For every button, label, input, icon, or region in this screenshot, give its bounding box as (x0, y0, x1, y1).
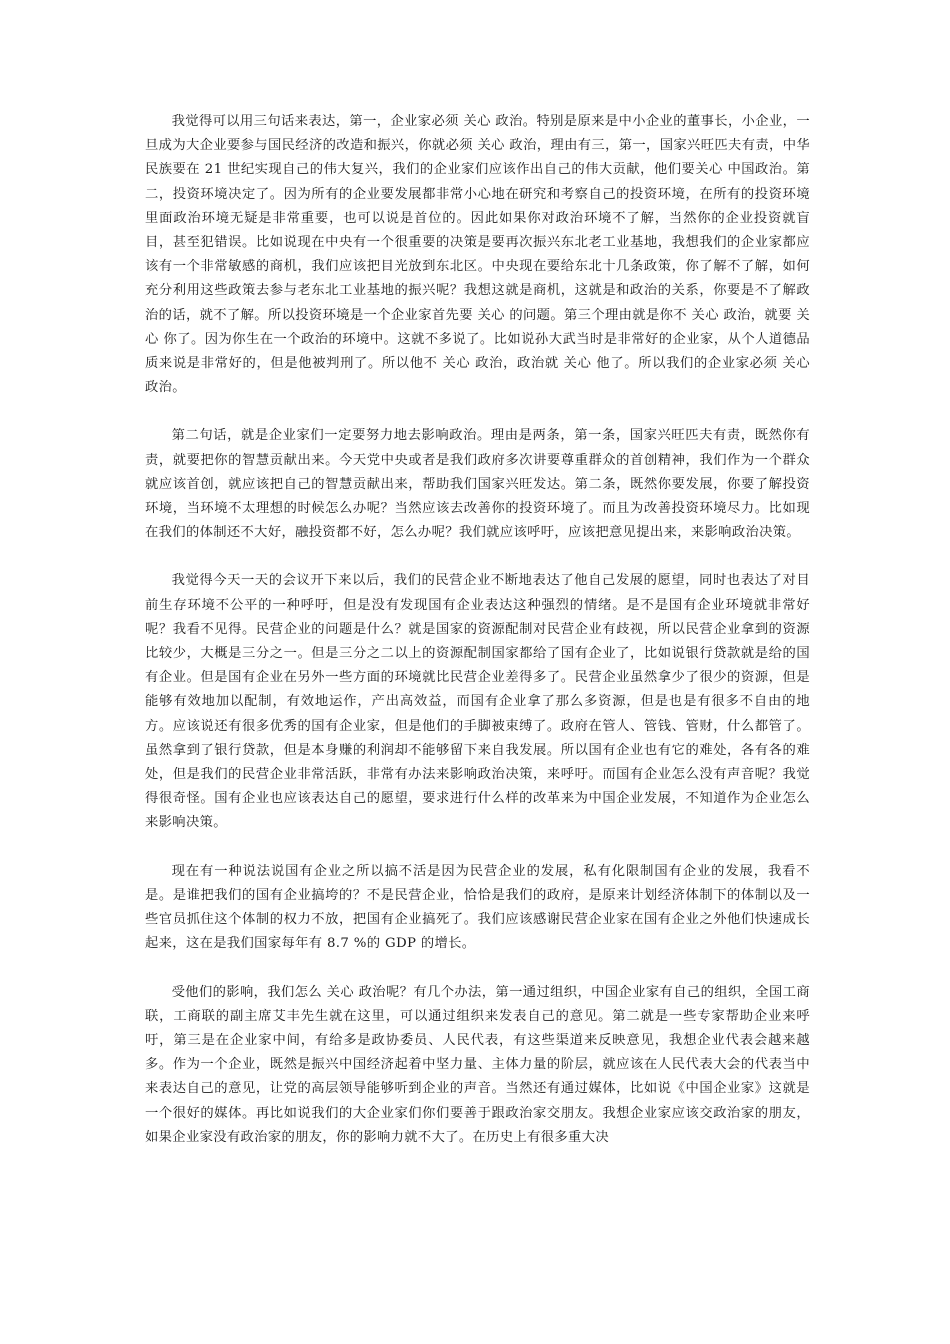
paragraph-4: 现在有一种说法说国有企业之所以搞不活是因为民营企业的发展，私有化限制国有企业的发展，我看不是。是谁把我们的国有企业搞垮的？不是民营企业，恰恰是我们的政府，是原来计划经济体制下的体制以及一些官员抓住这个体制的权力不放，把国有企业搞死了。我们应该感谢民营企业家在国有企业之外他们快速成长起来，这在是我们国家每年有 8.7 %的 GDP 的增长。 (145, 863, 810, 952)
paragraph-1: 我觉得可以用三句话来表达，第一，企业家必须 关心 政治。特别是原来是中小企业的董事长，小企业，一旦成为大企业要参与国民经济的改造和振兴，你就必须 关心 政治，理由有三，第一，国家兴旺匹夫有责，中华民族要在 21 世纪实现自己的伟大复兴，我们的企业家们应该作出自己的伟大贡献，他们要关心 中国政治。第二，投资环境决定了。因为所有的企业要发展都非常小心地在研究和考察自己的投资环境，在所有的投资环境里面政治环境无疑是非常重要，也可以说是首位的。因此如果你对政治环境不了解，当然你的企业投资就盲目，甚至犯错误。比如说现在中央有一个很重要的决策是要再次振兴东北老工业基地，我想我们的企业家都应该有一个非常敏感的商机，我们应该把目光放到东北区。中央现在要给东北十几条政策，你了解不了解，如何充分利用这些政策去参与老东北工业基地的振兴呢？我想这就是商机，这就是和政治的关系，你要是不了解政治的话，就不了解。所以投资环境是一个企业家首先要 关心 的问题。第三个理由就是你不 关心 政治，就要 关心 你了。因为你生在一个政治的环境中。这就不多说了。比如说孙大武当时是非常好的企业家，从个人道德品质来说是非常好的，但是他被判刑了。所以他不 关心 政治，政治就 关心 他了。所以我们的企业家必须 关心 政治。 (145, 114, 810, 396)
paragraph-3: 我觉得今天一天的会议开下来以后，我们的民营企业不断地表达了他自己发展的愿望，同时也表达了对目前生存环境不公平的一种呼吁，但是没有发现国有企业表达这种强烈的情绪。是不是国有企业环境就非常好呢？我看不见得。民营企业的问题是什么？就是国家的资源配制对民营企业有歧视，所以民营企业拿到的资源比较少，大概是三分之一。但是三分之二以上的资源配制国家都给了国有企业了，比如说银行贷款就是给的国有企业。但是国有企业在另外一些方面的环境就比民营企业差得多了。民营企业虽然拿少了很少的资源，但是能够有效地加以配制，有效地运作，产出高效益，而国有企业拿了那么多资源，但是也是有很多不自由的地方。应该说还有很多优秀的国有企业家，但是他们的手脚被束缚了。政府在管人、管钱、管财，什么都管了。虽然拿到了银行贷款，但是本身赚的利润却不能够留下来自我发展。所以国有企业也有它的难处，各有各的难处，但是我们的民营企业非常活跃，非常有办法来影响政治决策，来呼吁。而国有企业怎么没有声音呢？我觉得很奇怪。国有企业也应该表达自己的愿望，要求进行什么样的改革来为中国企业发展，不知道作为企业怎么来影响决策。 (145, 573, 810, 831)
paragraph-2: 第二句话，就是企业家们一定要努力地去影响政治。理由是两条，第一条，国家兴旺匹夫有责，既然你有责，就要把你的智慧贡献出来。今天党中央或者是我们政府多次讲要尊重群众的首创精神，我们作为一个群众就应该首创，就应该把自己的智慧贡献出来，帮助我们国家兴旺发达。第二条，既然你要发展，你要了解投资环境，当环境不太理想的时候怎么办呢？当然应该去改善你的投资环境了。而且为改善投资环境尽力。比如现在我们的体制还不大好，融投资都不好，怎么办呢？我们就应该呼吁，应该把意见提出来，来影响政治决策。 (145, 428, 810, 541)
document-body (145, 110, 810, 1150)
paragraph-5: 受他们的影响，我们怎么 关心 政治呢？有几个办法，第一通过组织，中国企业家有自己的组织，全国工商联，工商联的副主席艾丰先生就在这里，可以通过组织来发表自己的意见。第二就是一些专家帮助企业来呼吁，第三是在企业家中间，有给多是政协委员、人民代表，有这些渠道来反映意见，我想企业代表会越来越多。作为一个企业，既然是振兴中国经济起着中坚力量、主体力量的阶层，就应该在人民代表大会的代表当中来表达自己的意见，让党的高层领导能够听到企业的声音。当然还有通过媒体，比如说《中国企业家》这就是一个很好的媒体。再比如说我们的大企业家们你们要善于跟政治家交朋友。我想企业家应该交政治家的朋友，如果企业家没有政治家的朋友，你的影响力就不大了。在历史上有很多重大决 (145, 984, 810, 1145)
